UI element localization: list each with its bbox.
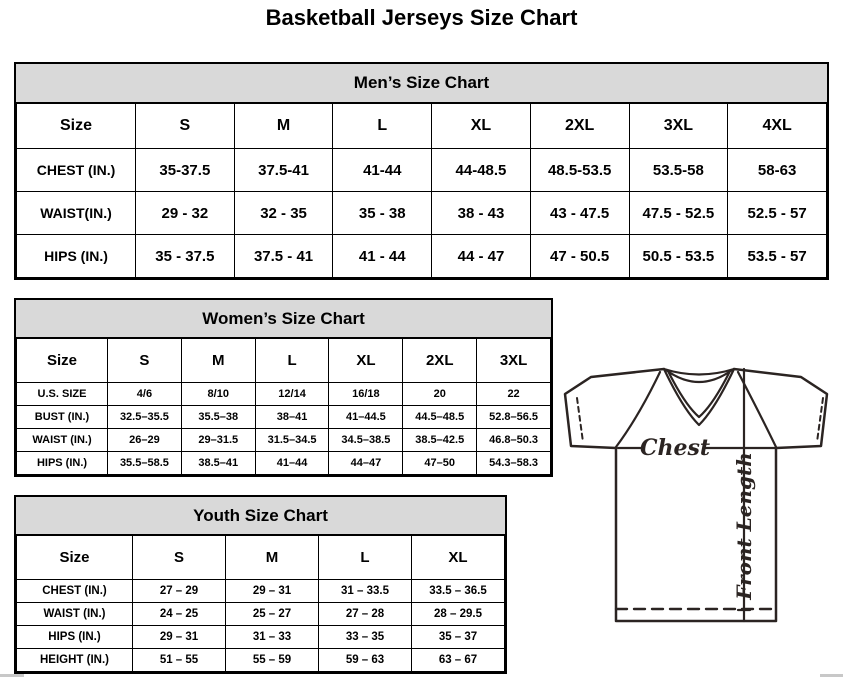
row-label: WAIST (IN.) (17, 603, 133, 626)
size-value-cell: 29 – 31 (226, 580, 319, 603)
size-value-cell: 47–50 (403, 452, 477, 475)
size-value-cell: 29–31.5 (181, 429, 255, 452)
size-value-cell: 12/14 (255, 383, 329, 406)
mens-size-chart (14, 62, 829, 280)
size-value-cell: 28 – 29.5 (412, 603, 505, 626)
column-header-s: S (136, 104, 235, 149)
size-value-cell: 53.5-58 (629, 149, 728, 192)
column-header-xl: XL (432, 104, 531, 149)
table-row (17, 149, 827, 192)
column-header-4xl: 4XL (728, 104, 827, 149)
size-header-row (17, 339, 551, 383)
column-header-m: M (234, 104, 333, 149)
size-value-cell: 41 - 44 (333, 235, 432, 278)
column-header-l: L (255, 339, 329, 383)
row-label: WAIST(IN.) (17, 192, 136, 235)
size-value-cell: 34.5–38.5 (329, 429, 403, 452)
youth-chart-table (16, 535, 505, 672)
mens-chart-table (16, 103, 827, 278)
column-header-l: L (319, 536, 412, 580)
jersey-measurement-diagram (559, 361, 841, 629)
size-value-cell: 26–29 (108, 429, 182, 452)
table-row (17, 452, 551, 475)
size-value-cell: 31 – 33 (226, 626, 319, 649)
table-row (17, 383, 551, 406)
size-value-cell: 35-37.5 (136, 149, 235, 192)
size-value-cell: 22 (477, 383, 551, 406)
chest-label: Chest (639, 435, 711, 461)
column-header-xl: XL (329, 339, 403, 383)
size-value-cell: 32 - 35 (234, 192, 333, 235)
size-value-cell: 53.5 - 57 (728, 235, 827, 278)
size-value-cell: 44-48.5 (432, 149, 531, 192)
row-label: CHEST (IN.) (17, 580, 133, 603)
row-label: HIPS (IN.) (17, 235, 136, 278)
jersey-outline (565, 369, 827, 621)
column-header-3xl: 3XL (629, 104, 728, 149)
size-value-cell: 38.5–41 (181, 452, 255, 475)
column-header-l: L (333, 104, 432, 149)
size-value-cell: 33 – 35 (319, 626, 412, 649)
size-value-cell: 44–47 (329, 452, 403, 475)
size-value-cell: 32.5–35.5 (108, 406, 182, 429)
size-value-cell: 35 - 37.5 (136, 235, 235, 278)
column-header-3xl: 3XL (477, 339, 551, 383)
row-label: HIPS (IN.) (17, 626, 133, 649)
size-value-cell: 35.5–38 (181, 406, 255, 429)
size-value-cell: 54.3–58.3 (477, 452, 551, 475)
youth-size-chart (14, 495, 507, 674)
size-value-cell: 46.8–50.3 (477, 429, 551, 452)
table-row (17, 626, 505, 649)
size-value-cell: 48.5-53.5 (530, 149, 629, 192)
size-value-cell: 55 – 59 (226, 649, 319, 672)
size-value-cell: 41-44 (333, 149, 432, 192)
table-row (17, 580, 505, 603)
v-neck-collar (664, 369, 734, 425)
row-label: U.S. SIZE (17, 383, 108, 406)
size-value-cell: 37.5-41 (234, 149, 333, 192)
left-cuff-dashed-line (577, 398, 583, 442)
front-length-label: Front Length (732, 452, 756, 600)
size-value-cell: 58-63 (728, 149, 827, 192)
size-value-cell: 51 – 55 (133, 649, 226, 672)
size-value-cell: 44 - 47 (432, 235, 531, 278)
page-title: Basketball Jerseys Size Chart (265, 5, 578, 30)
row-label: HIPS (IN.) (17, 452, 108, 475)
size-column-header: Size (17, 339, 108, 383)
column-header-m: M (226, 536, 319, 580)
size-value-cell: 59 – 63 (319, 649, 412, 672)
cropped-ui-fragment-left (0, 674, 24, 677)
column-header-2xl: 2XL (530, 104, 629, 149)
youth-chart-title: Youth Size Chart (16, 497, 505, 535)
size-header-row (17, 536, 505, 580)
size-value-cell: 38 - 43 (432, 192, 531, 235)
size-value-cell: 20 (403, 383, 477, 406)
size-value-cell: 35.5–58.5 (108, 452, 182, 475)
womens-chart-table (16, 338, 551, 475)
table-row (17, 649, 505, 672)
size-value-cell: 4/6 (108, 383, 182, 406)
table-row (17, 603, 505, 626)
size-value-cell: 52.8–56.5 (477, 406, 551, 429)
size-column-header: Size (17, 536, 133, 580)
mens-chart-title: Men’s Size Chart (16, 64, 827, 103)
size-value-cell: 41–44 (255, 452, 329, 475)
column-header-s: S (133, 536, 226, 580)
size-value-cell: 38.5–42.5 (403, 429, 477, 452)
size-value-cell: 31 – 33.5 (319, 580, 412, 603)
column-header-s: S (108, 339, 182, 383)
womens-size-chart (14, 298, 553, 477)
size-value-cell: 16/18 (329, 383, 403, 406)
size-value-cell: 35 – 37 (412, 626, 505, 649)
size-value-cell: 63 – 67 (412, 649, 505, 672)
size-value-cell: 29 - 32 (136, 192, 235, 235)
size-value-cell: 44.5–48.5 (403, 406, 477, 429)
size-value-cell: 47 - 50.5 (530, 235, 629, 278)
size-value-cell: 37.5 - 41 (234, 235, 333, 278)
row-label: HEIGHT (IN.) (17, 649, 133, 672)
size-value-cell: 50.5 - 53.5 (629, 235, 728, 278)
size-value-cell: 8/10 (181, 383, 255, 406)
size-column-header: Size (17, 104, 136, 149)
size-value-cell: 52.5 - 57 (728, 192, 827, 235)
row-label: CHEST (IN.) (17, 149, 136, 192)
size-value-cell: 47.5 - 52.5 (629, 192, 728, 235)
size-value-cell: 27 – 28 (319, 603, 412, 626)
size-value-cell: 24 – 25 (133, 603, 226, 626)
column-header-xl: XL (412, 536, 505, 580)
row-label: WAIST (IN.) (17, 429, 108, 452)
row-label: BUST (IN.) (17, 406, 108, 429)
table-row (17, 406, 551, 429)
size-value-cell: 29 – 31 (133, 626, 226, 649)
size-value-cell: 31.5–34.5 (255, 429, 329, 452)
column-header-2xl: 2XL (403, 339, 477, 383)
size-value-cell: 43 - 47.5 (530, 192, 629, 235)
size-value-cell: 38–41 (255, 406, 329, 429)
table-row (17, 429, 551, 452)
size-value-cell: 35 - 38 (333, 192, 432, 235)
size-header-row (17, 104, 827, 149)
size-value-cell: 25 – 27 (226, 603, 319, 626)
table-row (17, 192, 827, 235)
column-header-m: M (181, 339, 255, 383)
size-value-cell: 41–44.5 (329, 406, 403, 429)
cropped-ui-fragment-right (820, 674, 843, 677)
size-value-cell: 33.5 – 36.5 (412, 580, 505, 603)
size-value-cell: 27 – 29 (133, 580, 226, 603)
table-row (17, 235, 827, 278)
womens-chart-title: Women’s Size Chart (16, 300, 551, 338)
